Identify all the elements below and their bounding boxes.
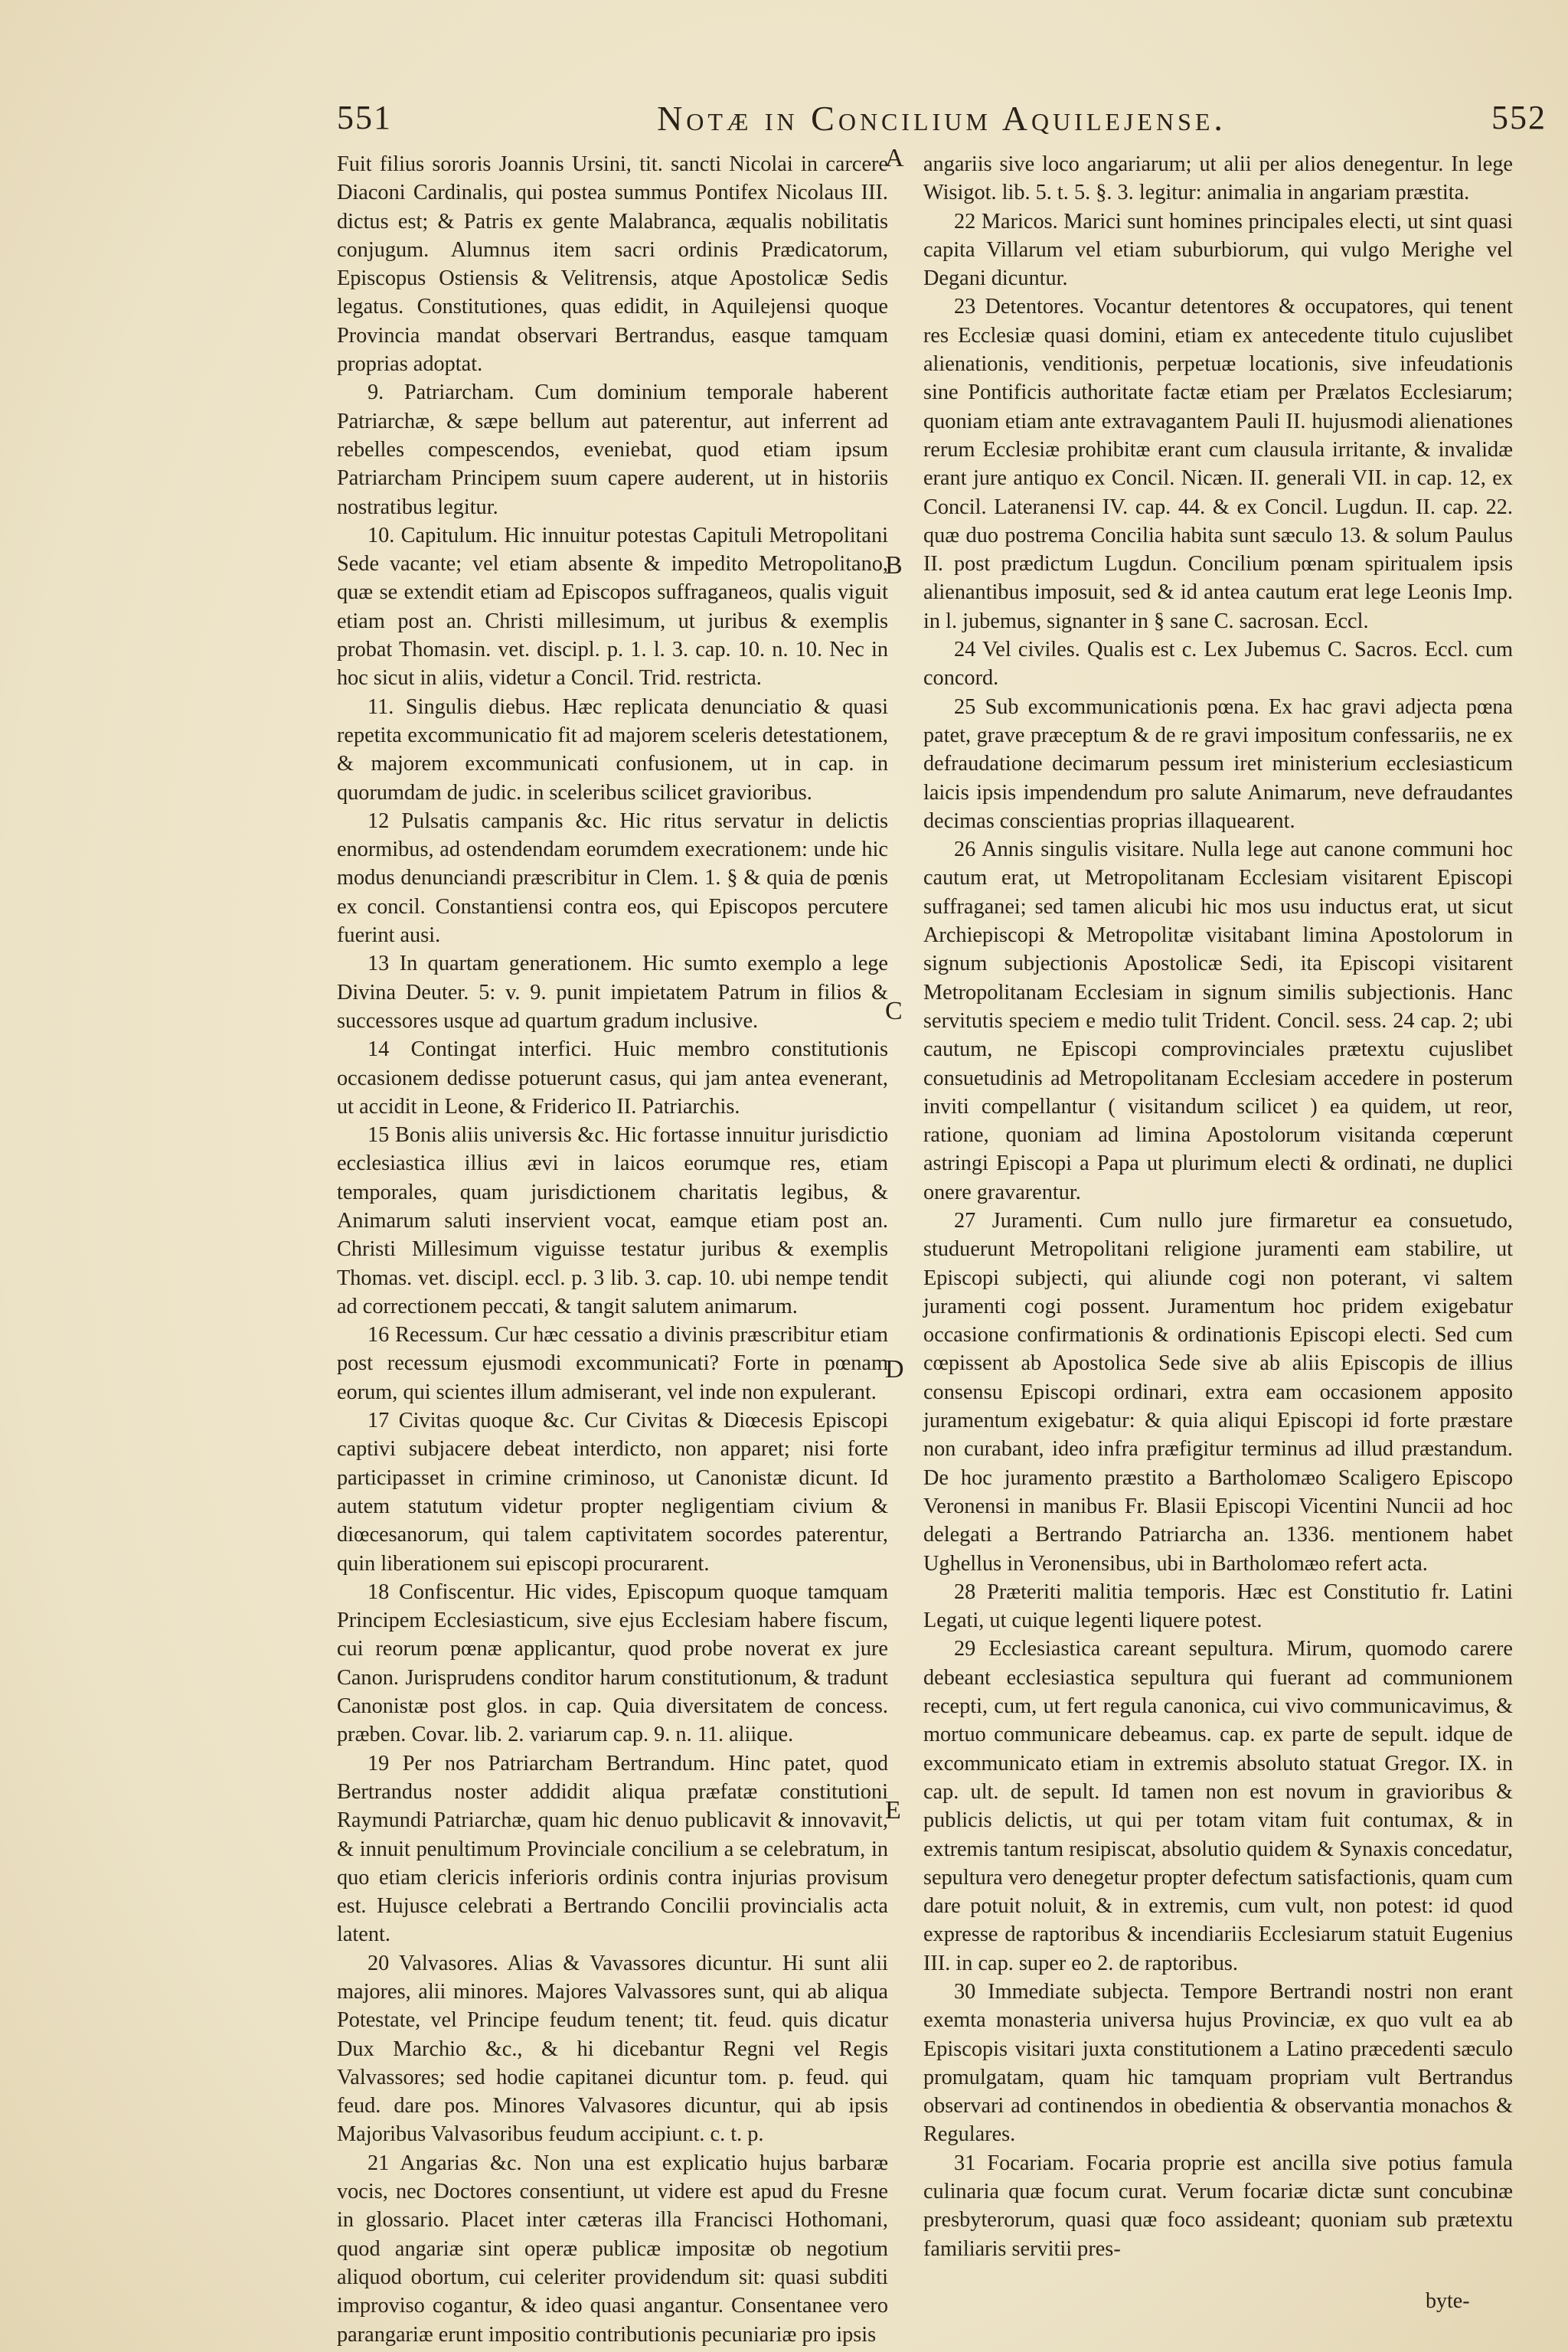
note-11: 11. Singulis diebus. Hæc replicata denunciatio & quasi repetita excommunicatio fit ad majorem sceleris detestationem, & majorem excommunicati confusionem, ut in cap. in quorumdam de judic. in sceleribus scilicet gravioribus. (337, 694, 888, 805)
note-25: 25 Sub excommunicationis pœna. Ex hac gravi adjecta pœna patet, grave præceptum & de re gravi impositum confessariis, ne ex defraudatione decimarum pessum iret ministerium ecclesiasticum laicis ipsis impendendum pro salute Animarum, neve defraudantes decimas conscientias proprias illaquearent. (923, 694, 1513, 833)
note-9: 9. Patriarcham. Cum dominium temporale haberent Patriarchæ, & sæpe bellum aut paterentur, aut inferrent ad rebelles compescendos, eveniebat, quod etiam ipsum Patriarcham Principem suum capere auderent, ut in historiis nostratibus legitur. (337, 381, 888, 519)
margin-letter-d: D (885, 1355, 904, 1383)
note-22: 22 Maricos. Marici sunt homines principales electi, ut sint quasi capita Villarum vel etiam suburbiorum, qui vulgo Merighe vel Degani dicuntur. (923, 209, 1513, 291)
note-12: 12 Pulsatis campanis &c. Hic ritus servatur in delictis enormibus, ad ostendendam eorumdem execrationem: unde hic modus denunciandi præscribitur in Clem. 1. § & quia de pœnis ex concil. Constantiensi contra eos, qui Episcopos percutere fuerint ausi. (337, 808, 888, 948)
note-19: 19 Per nos Patriarcham Bertrandum. Hinc patet, quod Bertrandus noster addidit aliqua præfatæ constitutioni Raymundi Patriarchæ, quam hic denuo publicavit & innovavit, & innuit penultimum Provinciale concilium a se celebratum, in quo etiam clericis inferioris ordinis contra injurias provisum est. Hujusce celebrati a Bertrando Concilii provincialis acta latent. (337, 1751, 888, 1947)
note-23: 23 Detentores. Vocantur detentores & occupatores, qui tenent res Ecclesiæ quasi domini, etiam ex antecedente titulo cujuslibet alienationis, venditionis, perpetuæ locationis, sive infeudationis sine Pontificis authoritate factæ etiam per Prælatos Ecclesiarum; quoniam etiam ante extravagantem Pauli II. hujusmodi alienationes rerum Ecclesiæ prohibitæ erant cum clausula irritante, & invalidæ erant jure antiquo ex Concil. Nicæn. II. generali VII. in cap. 12, ex Concil. Lateranensi IV. cap. 44. & ex Concil. Lugdun. II. cap. 22. quæ duo postrema Concilia habita sunt sæculo 13. & solum Paulus II. post prædictum Lugdun. Concilium pœnam spiritualem ipsis alienantibus imposuit, sed & id antea cautum erat lege Leonis Imp. in l. jubemus, signanter in § sane C. sacrosan. Eccl. (923, 295, 1513, 633)
paragraph: angariis sive loco angariarum; ut alii per alios denegentur. In lege Wisigot. lib. 5. t. 5. §. 3. legitur: animalia in angariam præstita. (923, 152, 1513, 205)
margin-letter-a: A (885, 144, 904, 172)
note-28: 28 Præteriti malitia temporis. Hæc est Constitutio fr. Latini Legati, ut cuique legenti liquere potest. (923, 1579, 1513, 1633)
note-31: 31 Focariam. Focaria proprie est ancilla sive potius famula culinaria quæ focum curat. Verum focariæ dictæ sunt concubinæ presbyterorum, quasi quæ foco assideant; quoniam sub prætextu familiaris servitii pres- (923, 2151, 1513, 2261)
note-10: 10. Capitulum. Hic innuitur potestas Capituli Metropolitani Sede vacante; vel etiam absente & impedito Metropolitano, quæ se extendit etiam ad Episcopos suffraganeos, qualis viguit etiam post an. Christi millesimum, ut juribus & exemplis probat Thomasin. vet. discipl. p. 1. l. 3. cap. 10. n. 10. Nec in hoc sicut in aliis, videtur a Concil. Trid. restricta. (337, 523, 888, 691)
page-number-right: 552 (1491, 99, 1547, 136)
page-number-left: 551 (337, 99, 392, 136)
note-30: 30 Immediate subjecta. Tempore Bertrandi nostri non erant exemta monasteria universa hujus Provinciæ, ex quo vult ea ab Episcopis visitari juxta constitutionem a Latino præcedenti sæculo promulgatam, quam hic tamquam propriam vult Bertrandus observari ad continendos in obedientia & observantia monachos & Regulares. (923, 1980, 1513, 2147)
note-18: 18 Confiscentur. Hic vides, Episcopum quoque tamquam Principem Ecclesiasticum, sive ejus Ecclesiam habere fiscum, cui reorum pœnæ applicantur, quod probe noverat ex jure Canon. Jurisprudens conditor harum constitutionum, & tradunt Canonistæ post glos. in cap. Quia diversitatem de concess. præben. Covar. lib. 2. variarum cap. 9. n. 11. aliique. (337, 1579, 888, 1747)
running-title: Notæ in Concilium Aquilejense. (657, 99, 1227, 138)
note-15: 15 Bonis aliis universis &c. Hic fortasse innuitur jurisdictio ecclesiastica illius ævi in laicos eorumque res, etiam temporales, quam jurisdictionem charitatis legibus, & Animarum saluti inservient vocat, eamque etiam post an. Christi Millesimum viguisse testatur juribus & exemplis Thomas. vet. discipl. eccl. p. 3 lib. 3. cap. 10. ubi nempe tendit ad correctionem peccati, & tangit salutem animarum. (337, 1123, 888, 1318)
paragraph: Fuit filius sororis Joannis Ursini, tit. sancti Nicolai in carcere Diaconi Cardinalis, qui postea summus Pontifex Nicolaus III. dictus est; & Patris ex gente Malabranca, æqualis nobilitatis conjugum. Alumnus item sacri ordinis Prædicatorum, Episcopus Ostiensis & Velitrensis, atque Apostolicæ Sedis legatus. Constitutiones, quas edidit, in Aquilejensi quoque Provincia mandat observari Bertrandus, easque tamquam proprias adoptat. (337, 152, 888, 377)
catchword: byte- (1426, 2289, 1470, 2313)
note-17: 17 Civitas quoque &c. Cur Civitas & Diœcesis Episcopi captivi subjacere debeat interdicto, non apparet; nisi forte participasset in crimine criminoso, ut Canonistæ dicunt. Id autem statutum videtur propter negligentiam civium & diœcesanorum, qui talem captivitatem socordes paterentur, quin liberationem sui episcopi procurarent. (337, 1409, 888, 1576)
right-column (923, 150, 1513, 2317)
note-13: 13 In quartam generationem. Hic sumto exemplo a lege Divina Deuter. 5: v. 9. punit impietatem Patrum in filios & successores usque ad quartum gradum inclusive. (337, 952, 888, 1033)
margin-letter-e: E (885, 1796, 901, 1824)
note-21: 21 Angarias &c. Non una est explicatio hujus barbaræ vocis, nec Doctores consentiunt, ut videre est apud du Fresne in glossario. Placet inter cæteras illa Francisci Hothomani, quod angariæ sint operæ publicæ impositæ ob negotium aliquod obortum, cui celeriter providendum sit: quasi subditi improviso cogantur, & ideo quasi angantur. Consentanee vero parangariæ erunt impositio contributionis pecuniariæ pro ipsis (337, 2151, 888, 2347)
margin-letter-b: B (885, 551, 903, 580)
left-column (337, 150, 888, 2347)
note-27: 27 Juramenti. Cum nullo jure firmaretur ea consuetudo, studuerunt Metropolitani religione juramenti eam stabilire, ut Episcopi subjecti, qui aliunde cogi non poterant, vi saltem juramenti cogi possent. Juramentum hoc pridem exigebatur occasione confirmationis & ordinationis Episcopi electi. Sed cum cœpissent ab Apostolica Sede sive ab aliis Episcopis de illius consensu Episcopi ordinari, extra eam occasionem apposito juramentum exigebatur: & quia aliqui Episcopi id forte præstare non curabant, ideo infra præfigitur terminus ad illud præstandum. De hoc juramento præstito a Bartholomæo Scaligero Episcopo Veronensi in manibus Fr. Blasii Episcopi Vicentini Nuncii ad hoc delegati a Bertrando Patriarcha an. 1336. mentionem habet Ughellus in Veronensibus, ubi in Bartholomæo refert acta. (923, 1208, 1513, 1576)
note-14: 14 Contingat interfici. Huic membro constitutionis occasionem dedisse potuerunt casus, qui jam antea evenerant, ut accidit in Leone, & Friderico II. Patriarchis. (337, 1037, 888, 1119)
running-header (337, 98, 1547, 144)
note-29: 29 Ecclesiastica careant sepultura. Mirum, quomodo carere debeant ecclesiastica sepultura qui fuerant ad communionem recepti, cum, ut fert regula canonica, cui vivo communicavimus, & mortuo communicare debeamus. cap. ex parte de sepult. idque de excommunicato etiam in extremis absoluto statuat Gregor. IX. in cap. ult. de sepult. Id tamen non est novum in gravioribus & publicis delictis, ut qui per totam vitam fuit contumax, & in extremis tantum resipiscat, absolutio quidem & Synaxis concedatur, sepultura vero denegetur propter defectum satisfactionis, quam cum dare potuit noluit, & in extremis, cum vult, non potest: id quod expresse de raptoribus & incendiariis Ecclesiarum statuit Eugenius III. in cap. super eo 2. de raptoribus. (923, 1637, 1513, 1975)
note-26: 26 Annis singulis visitare. Nulla lege aut canone communi hoc cautum erat, ut Metropolitanam Ecclesiam visitarent Episcopi suffraganei; sed tamen alicubi hic mos usu inductus erat, ut sicut Archiepiscopi & Metropolitæ visitabant limina Apostolorum in signum subjectionis Apostolicæ Sedi, ita Episcopi visitarent Metropolitanam Ecclesiam in signum similis subjectionis. Hanc servitutis speciem e medio tulit Trident. Concil. sess. 24 cap. 2; ubi cautum, ne Episcopi comprovinciales prætextu cujuslibet consuetudinis ad Metropolitanam Ecclesiam accedere in posterum inviti compellantur ( visitandum scilicet ) ea quidem, ut reor, ratione, quoniam ad limina Apostolorum visitanda cœperunt astringi Episcopi a Papa ut plurimum electi & ordinati, ne duplici onere gravarentur. (923, 838, 1513, 1204)
note-20: 20 Valvasores. Alias & Vavassores dicuntur. Hi sunt alii majores, alii minores. Majores Valvassores sunt, qui ab aliqua Potestate, vel Principe feudum tenent; tit. feud. quis dicatur Dux Marchio &c., & hi dicebantur Regni vel Regis Valvassores; sed hodie capitanei dicuntur tom. p. feud. qui feud. dare pos. Minores Valvasores dicuntur, qui ab ipsis Majoribus Valvasoribus feudum accipiunt. c. t. p. (337, 1951, 888, 2147)
margin-letter-c: C (885, 997, 903, 1025)
note-16: 16 Recessum. Cur hæc cessatio a divinis præscribitur etiam post recessum ejusmodi excommunicati? Forte in pœnam eorum, qui scientes illum admiserant, vel inde non expulerant. (337, 1323, 888, 1404)
note-24: 24 Vel civiles. Qualis est c. Lex Jubemus C. Sacros. Eccl. cum concord. (923, 638, 1513, 691)
